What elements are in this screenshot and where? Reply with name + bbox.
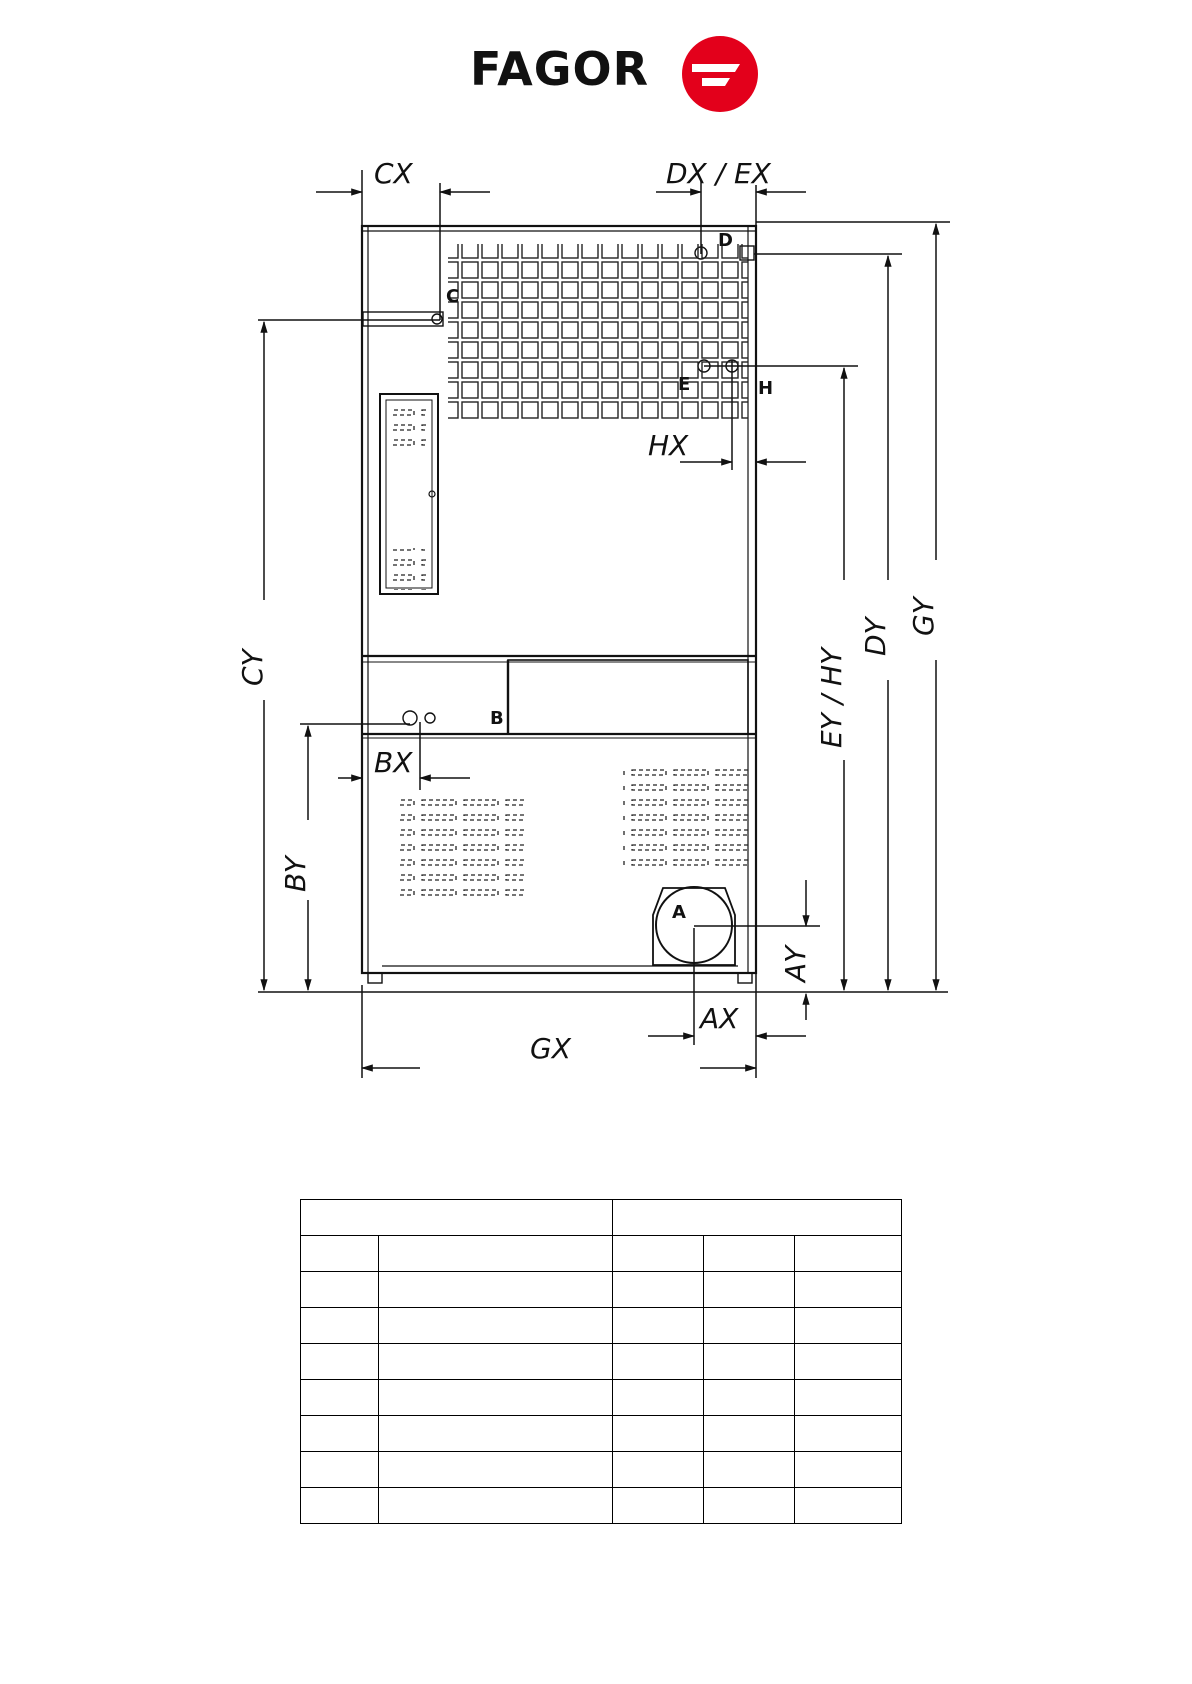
point-label-e: E <box>678 374 691 395</box>
table-cell <box>379 1344 613 1380</box>
table-cell <box>379 1308 613 1344</box>
table-cell <box>613 1380 704 1416</box>
dim-label-dx-ex: DX / EX <box>666 157 771 190</box>
table-cell <box>301 1308 379 1344</box>
lower-right-vents <box>622 768 748 873</box>
dim-label-gx: GX <box>530 1032 571 1065</box>
dim-label-ay: AY <box>779 945 812 982</box>
logo-wordmark: FAGOR <box>470 42 650 96</box>
table-cell <box>613 1344 704 1380</box>
table-cell <box>613 1416 704 1452</box>
table-row <box>301 1416 902 1452</box>
table-cell <box>704 1488 795 1524</box>
table-cell <box>301 1416 379 1452</box>
table-cell <box>613 1488 704 1524</box>
dim-label-cy: CY <box>236 649 269 686</box>
dim-label-ey-hy: EY / HY <box>815 647 848 748</box>
table-cell <box>704 1236 795 1272</box>
table-cell <box>301 1488 379 1524</box>
hinge-vent-bottom <box>392 548 426 590</box>
table-header-cell <box>301 1200 613 1236</box>
dim-label-ax: AX <box>700 1002 739 1035</box>
table-row <box>301 1488 902 1524</box>
table-cell <box>795 1488 902 1524</box>
table-cell <box>704 1272 795 1308</box>
dim-label-gy: GY <box>907 597 940 636</box>
table-cell <box>795 1236 902 1272</box>
table-row <box>301 1344 902 1380</box>
point-label-b: B <box>490 708 504 729</box>
point-label-d: D <box>718 230 733 251</box>
dim-label-by: BY <box>279 856 312 892</box>
table-cell <box>704 1308 795 1344</box>
table-cell <box>795 1272 902 1308</box>
dim-label-dy: DY <box>859 617 892 656</box>
connections-table <box>300 1199 902 1524</box>
table-cell <box>795 1344 902 1380</box>
dim-label-hx: HX <box>648 429 689 462</box>
point-label-a: A <box>672 902 686 923</box>
table-row <box>301 1236 902 1272</box>
table-cell <box>704 1380 795 1416</box>
table-cell <box>704 1452 795 1488</box>
table-cell <box>613 1272 704 1308</box>
dim-label-cx: CX <box>374 157 413 190</box>
lower-left-vents <box>400 796 526 901</box>
table-cell <box>301 1272 379 1308</box>
table-header-cell <box>613 1200 902 1236</box>
point-label-h: H <box>758 378 774 399</box>
table-row <box>301 1272 902 1308</box>
table-cell <box>379 1452 613 1488</box>
table-cell <box>301 1236 379 1272</box>
table-cell <box>301 1380 379 1416</box>
table-cell <box>795 1416 902 1452</box>
top-ventilation-grille <box>448 244 748 420</box>
table-cell <box>795 1452 902 1488</box>
dim-label-bx: BX <box>374 746 413 779</box>
table-row <box>301 1380 902 1416</box>
table-cell <box>301 1452 379 1488</box>
table-cell <box>301 1344 379 1380</box>
table-cell <box>379 1380 613 1416</box>
table-cell <box>795 1380 902 1416</box>
table-row <box>301 1452 902 1488</box>
table-cell <box>795 1308 902 1344</box>
table-cell <box>379 1272 613 1308</box>
table-cell <box>379 1416 613 1452</box>
point-label-c: C <box>446 286 460 307</box>
table-cell <box>613 1452 704 1488</box>
table-cell <box>379 1236 613 1272</box>
table-cell <box>613 1236 704 1272</box>
table-header-row <box>301 1200 902 1236</box>
table-row <box>301 1308 902 1344</box>
hinge-vent-top <box>392 404 426 452</box>
table-cell <box>704 1416 795 1452</box>
table-cell <box>613 1308 704 1344</box>
table-cell <box>704 1344 795 1380</box>
table-cell <box>379 1488 613 1524</box>
